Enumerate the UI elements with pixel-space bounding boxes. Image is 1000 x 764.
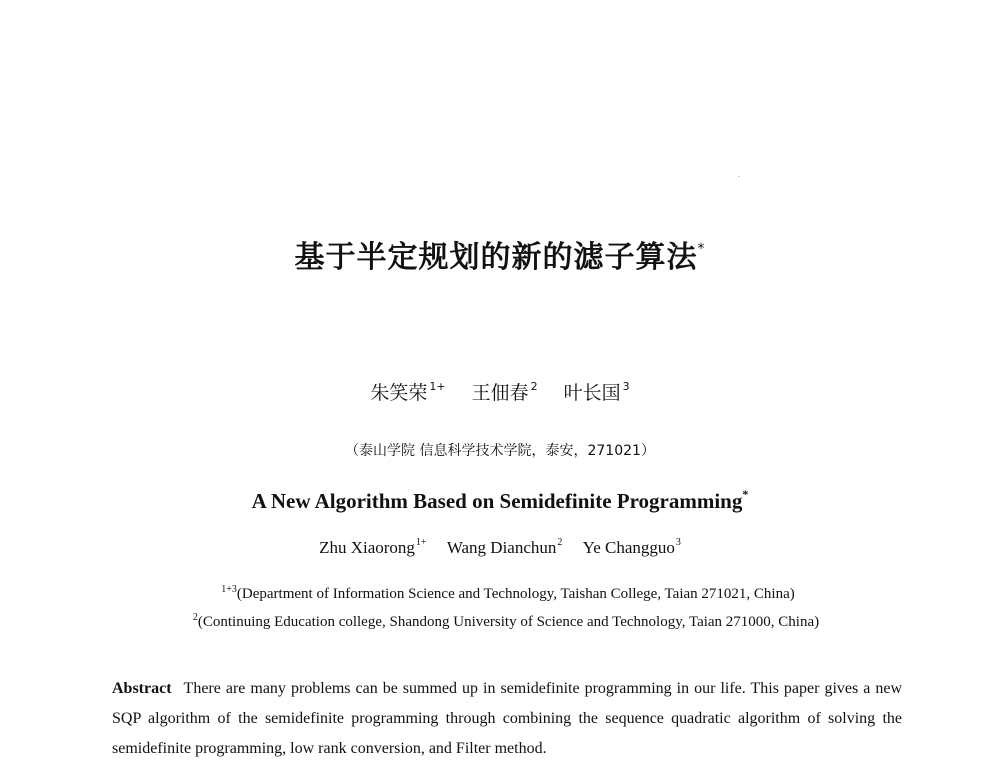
english-author [319, 538, 426, 557]
english-author [447, 538, 563, 557]
abstract-label: Abstract [112, 680, 172, 697]
chinese-author-affil-mark: 2 [530, 380, 538, 393]
chinese-author-name: 叶长国 [563, 382, 621, 404]
chinese-author-affil-mark: 3 [622, 380, 630, 393]
english-author-affil-mark: 2 [557, 537, 563, 548]
english-author [583, 538, 681, 557]
english-title-footnote-mark: * [742, 487, 749, 501]
affiliation-text: (Continuing Education college, Shandong University of Science and Technology, Taian 271000, China) [197, 614, 820, 630]
english-author-affil-mark: 3 [675, 537, 681, 548]
chinese-affiliation: （泰山学院 信息科学技术学院，泰安，271021） [345, 443, 655, 459]
english-affiliation [8, 584, 1000, 603]
chinese-author [370, 382, 445, 404]
affiliation-text: (Department of Information Science and Technology, Taishan College, Taian 271021, China) [236, 586, 795, 602]
chinese-author-affil-mark: 1+ [429, 380, 446, 393]
chinese-author [564, 382, 630, 404]
english-author-affil-mark: 1+ [415, 537, 427, 548]
scan-speck [738, 176, 740, 177]
chinese-authors [0, 378, 1000, 405]
abstract [112, 674, 902, 764]
chinese-title-text: 基于半定规划的新的滤子算法 [294, 240, 698, 275]
abstract-text: There are many problems can be summed up in semidefinite programming in our life. This paper gives a new SQP algorithm of the semidefinite programming through combining the sequence quadratic algorithm of solving the semidefinite programming, low rank conversion, and Filter method. [112, 680, 902, 757]
affiliation-mark: 1+3 [221, 584, 237, 595]
chinese-author [472, 382, 538, 404]
chinese-author-name: 朱笑荣 [370, 382, 428, 404]
chinese-author-name: 王佃春 [471, 382, 529, 404]
english-author-name: Ye Changguo [582, 538, 675, 557]
english-title [0, 487, 1000, 514]
english-title-text: A New Algorithm Based on Semidefinite Programming [251, 489, 743, 513]
english-affiliation [6, 612, 1000, 631]
english-authors [0, 537, 1000, 558]
chinese-title-footnote-mark: * [697, 241, 706, 257]
english-author-name: Wang Dianchun [446, 538, 557, 557]
english-author-name: Zhu Xiaorong [319, 538, 415, 557]
chinese-title [0, 232, 1000, 276]
affiliation-mark: 2 [192, 612, 198, 623]
